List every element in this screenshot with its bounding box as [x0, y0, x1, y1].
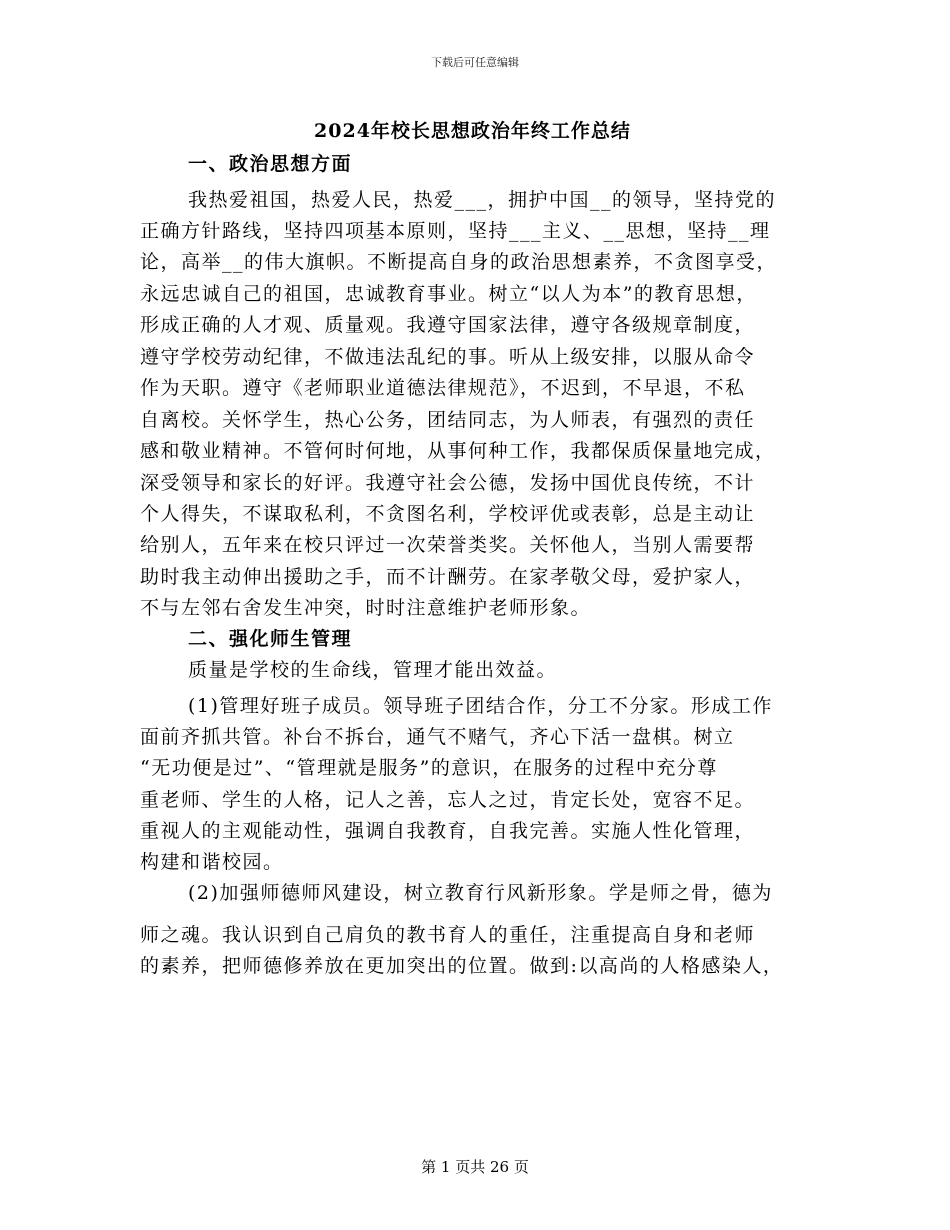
paragraph-line: 不与左邻右舍发生冲突，时时注意维护老师形象。: [140, 597, 592, 619]
paragraph-line: 作为天职。遵守《老师职业道德法律规范》，不迟到，不早退，不私: [140, 377, 746, 399]
paragraph-line: 感和敬业精神。不管何时何地，从事何种工作，我都保质保量地完成，: [140, 440, 776, 462]
document-title: 2024年校长思想政治年终工作总结: [314, 120, 631, 142]
paragraph-line: 的素养，把师德修养放在更加突出的位置。做到:以高尚的人格感染人，: [140, 955, 784, 977]
paragraph-line: 重视人的主观能动性，强调自我教育，自我完善。实施人性化管理，: [140, 820, 756, 842]
paragraph-line: 自离校。关怀学生，热心公务，团结同志，为人师表，有强烈的责任: [140, 409, 756, 431]
paragraph-line: 给别人，五年来在校只评过一次荣誉类奖。关怀他人，当别人需要帮: [140, 534, 756, 556]
paragraph-line: 我热爱祖国，热爱人民，热爱___，拥护中国__的领导，坚持党的: [188, 189, 777, 211]
paragraph-line: 重老师、学生的人格，记人之善，忘人之过，肯定长处，宽容不足。: [140, 789, 756, 811]
paragraph-line: 论，高举__的伟大旗帜。不断提高自身的政治思想素养，不贪图享受，: [140, 251, 778, 273]
paragraph-line: 构建和谐校园。: [140, 851, 284, 873]
paragraph-line: “无功便是过”、“管理就是服务”的意识，在服务的过程中充分尊: [140, 757, 718, 779]
paragraph-line: 遵守学校劳动纪律，不做违法乱纪的事。听从上级安排，以服从命令: [140, 346, 756, 368]
section-heading: 二、强化师生管理: [188, 628, 353, 650]
paragraph-line: 深受领导和家长的好评。我遵守社会公德，发扬中国优良传统，不计: [140, 472, 756, 494]
paragraph-line: 助时我主动伸出援助之手，而不计酬劳。在家孝敬父母，爱护家人，: [140, 566, 756, 588]
paragraph-line: (2)加强师德师风建设，树立教育行风新形象。学是师之骨，德为: [188, 882, 773, 904]
page-footer: 第 1 页共 26 页: [421, 1158, 529, 1176]
header-note: 下载后可任意编辑: [431, 56, 519, 69]
paragraph-line: (1)管理好班子成员。领导班子团结合作，分工不分家。形成工作: [188, 695, 773, 717]
paragraph-line: 个人得失，不谋取私利，不贪图名利，学校评优或表彰，总是主动让: [140, 503, 756, 525]
paragraph-line: 师之魂。我认识到自己肩负的教书育人的重任，注重提高自身和老师: [140, 924, 756, 946]
paragraph-line: 正确方针路线，坚持四项基本原则，坚持___主义、__思想，坚持__理: [140, 220, 771, 242]
paragraph-line: 形成正确的人才观、质量观。我遵守国家法律，遵守各级规章制度，: [140, 314, 756, 336]
paragraph-line: 永远忠诚自己的祖国，忠诚教育事业。树立“以人为本”的教育思想，: [140, 283, 757, 305]
paragraph-line: 面前齐抓共管。补台不拆台，通气不赌气，齐心下活一盘棋。树立: [140, 726, 735, 748]
section-heading: 一、政治思想方面: [188, 153, 353, 175]
paragraph-line: 质量是学校的生命线，管理才能出效益。: [188, 659, 558, 681]
